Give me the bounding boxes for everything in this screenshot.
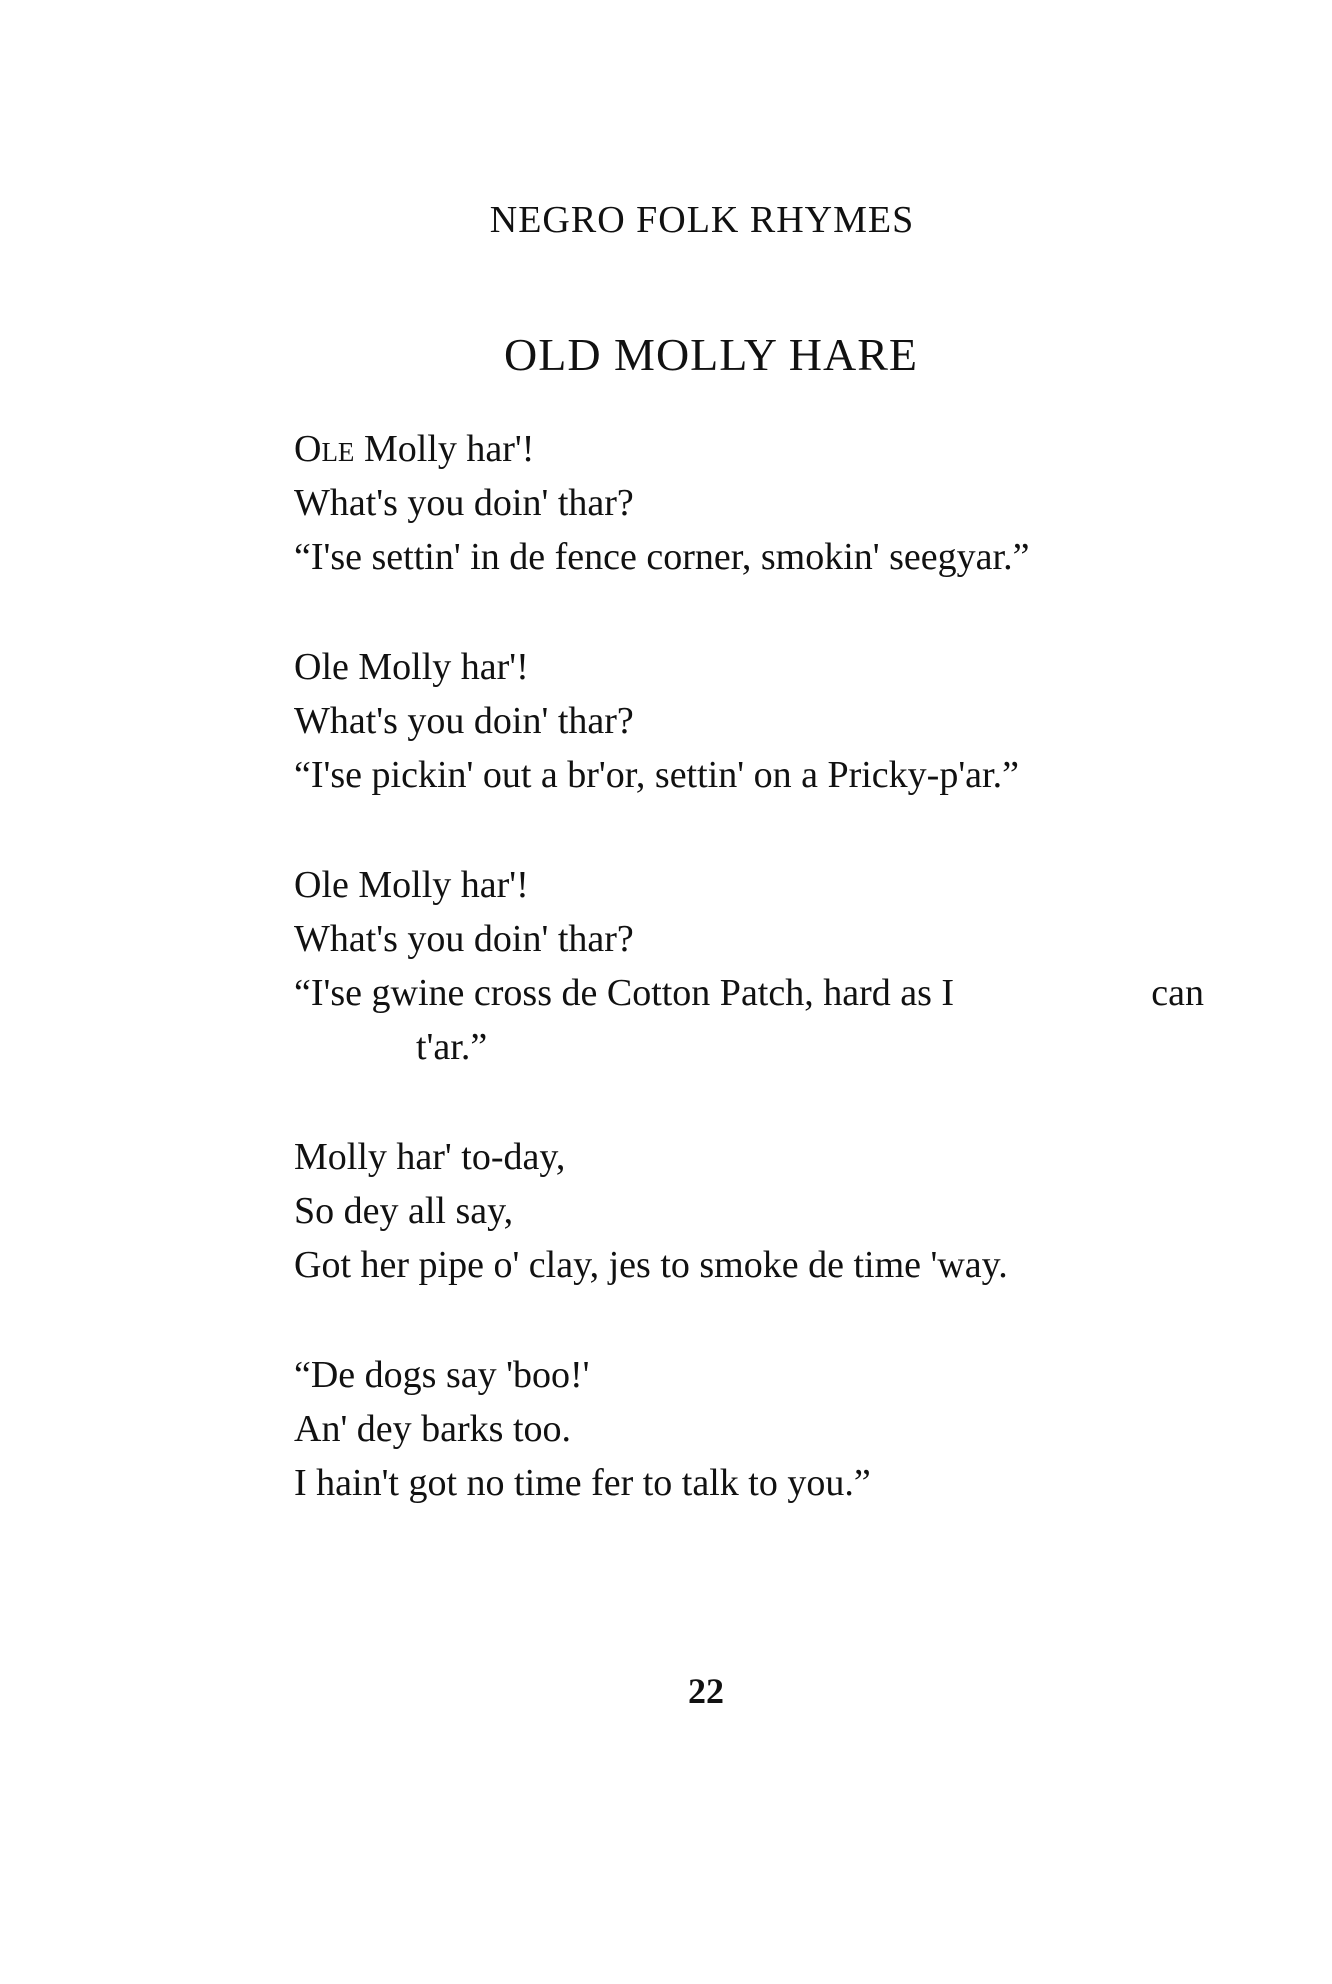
- poem-line: “I'se pickin' out a br'or, settin' on a Pricky-p'ar.”: [294, 754, 1019, 796]
- poem-line: What's you doin' thar?: [294, 918, 634, 960]
- poem-line: “De dogs say 'boo!': [294, 1354, 590, 1396]
- stanza-2: [294, 640, 1204, 802]
- poem-line: Got her pipe o' clay, jes to smoke de time 'way.: [294, 1244, 1008, 1286]
- poem-line: Ole Molly har'!: [294, 646, 529, 688]
- poem-line: Molly har' to-day,: [294, 1136, 566, 1178]
- drop-word: Ole: [294, 428, 355, 470]
- poem-line: [294, 966, 1204, 1020]
- poem-line: So dey all say,: [294, 1190, 514, 1232]
- stanza-5: [294, 1348, 1204, 1510]
- stanza-1: [294, 422, 1204, 584]
- line-rest: Molly har'!: [354, 428, 535, 470]
- poem-line: What's you doin' thar?: [294, 482, 634, 524]
- line-part: “I'se gwine cross de Cotton Patch, hard as I: [294, 972, 955, 1014]
- running-head: NEGRO FOLK RHYMES: [489, 199, 915, 241]
- stanza-4: [294, 1130, 1204, 1292]
- poem-line-continuation: t'ar.”: [416, 1026, 488, 1068]
- poem-line: An' dey barks too.: [294, 1408, 572, 1450]
- poem-body: [294, 422, 1204, 1566]
- stanza-3: [294, 858, 1204, 1074]
- poem-line: I hain't got no time fer to talk to you.”: [294, 1462, 871, 1504]
- poem-line: Ole Molly har'!: [294, 864, 529, 906]
- line-part: can: [1151, 972, 1204, 1014]
- page-number: 22: [688, 1671, 724, 1711]
- poem-line: [294, 422, 1204, 476]
- poem-line: “I'se settin' in de fence corner, smokin' seegyar.”: [294, 536, 1030, 578]
- poem-line: What's you doin' thar?: [294, 700, 634, 742]
- poem-title: OLD MOLLY HARE: [504, 329, 918, 380]
